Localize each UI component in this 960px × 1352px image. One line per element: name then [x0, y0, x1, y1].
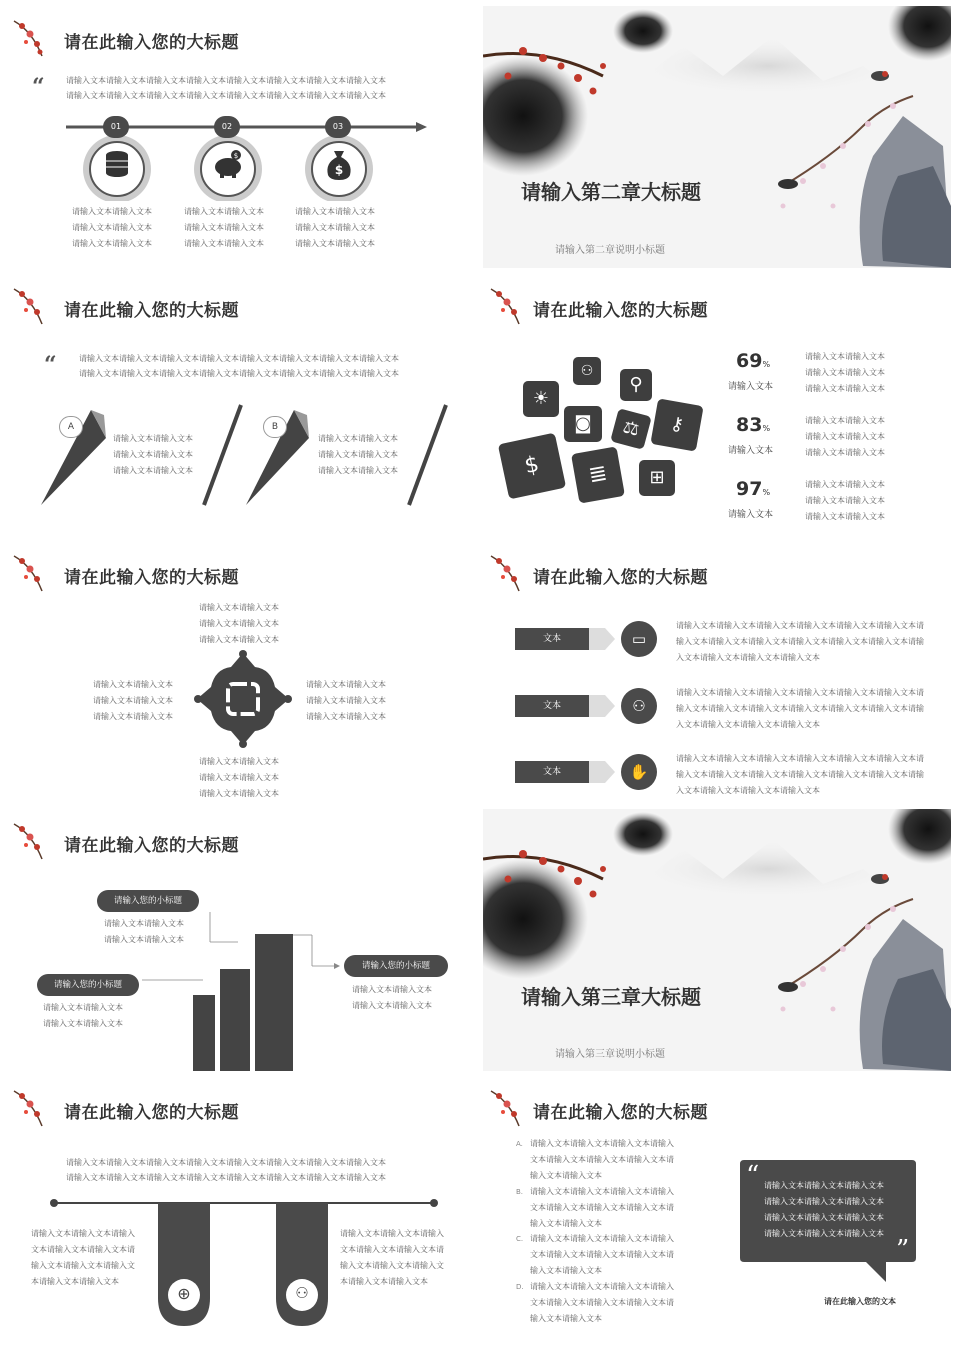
- ink-landscape-image: [483, 809, 951, 1071]
- intro-paragraph: 请输入文本请输入文本请输入文本请输入文本请输入文本请输入文本请输入文本请输入文本 请输入文本请输入文本请输入文本请输入文本请输入文本请输入文本请输入文本请输入文本: [66, 76, 386, 100]
- plum-blossom-icon: [489, 1086, 539, 1131]
- users-icon: ⚇: [295, 1284, 309, 1302]
- slide-2-chapter-cover[interactable]: [483, 6, 951, 268]
- stat-3-label: 请输入文本: [728, 510, 774, 520]
- label-b-badge: B: [263, 416, 287, 438]
- slide-title: 请在此输入您的大标题: [64, 568, 239, 588]
- bottom-text: 请输入文本请输入文本 请输入文本请输入文本 请输入文本请输入文本: [199, 757, 279, 798]
- plum-blossom-icon: [12, 16, 62, 61]
- row-2-text: 请输入文本请输入文本请输入文本请输入文本请输入文本请输入文本请 输入文本请输入文本请输入文本请输入文本请输入文本请输入文本请输 入文本请输入文本请输入文本请输入文本: [676, 688, 924, 729]
- slide-8-chapter-cover[interactable]: [483, 809, 951, 1071]
- monitor-icon: ▭: [621, 621, 657, 657]
- item-d-mark: D.: [516, 1283, 524, 1291]
- slide-title: 请在此输入您的大标题: [533, 568, 708, 588]
- slide-9[interactable]: [6, 1076, 474, 1338]
- key-icon: ⚷: [650, 398, 703, 451]
- money-bag-icon: $: [498, 433, 566, 500]
- sun-icon: ☀: [523, 381, 559, 417]
- hand-box-icon: ✋: [621, 754, 657, 790]
- pill-1-text: 请输入文本请输入文本 请输入文本请输入文本: [104, 919, 184, 944]
- stat-3-value: 97%: [736, 478, 771, 500]
- left-text: 请输入文本请输入文本请输入 文本请输入文本请输入文本请 输入文本请输入文本请输入文 本请输入文本请输入文本: [31, 1229, 135, 1286]
- plum-blossom-icon: [489, 284, 539, 329]
- item-a-text: 请输入文本请输入文本请输入文本请输入 文本请输入文本请输入文本请输入文本请 输入文本请输入文本: [530, 1139, 674, 1180]
- plum-blossom-icon: [489, 551, 539, 596]
- svg-text:$: $: [233, 152, 239, 160]
- slide-title: 请在此输入您的大标题: [533, 301, 708, 321]
- chapter-subtitle: 请输入第二章说明小标题: [555, 245, 665, 256]
- bar-3: [255, 934, 293, 1071]
- slide-5[interactable]: [6, 541, 474, 803]
- slide-title: 请在此输入您的大标题: [533, 1103, 708, 1123]
- subtitle-pill-1: 请输入您的小标题: [97, 890, 199, 912]
- bar-1: [193, 995, 215, 1071]
- intro-paragraph: 请输入文本请输入文本请输入文本请输入文本请输入文本请输入文本请输入文本请输入文本 请输入文本请输入文本请输入文本请输入文本请输入文本请输入文本请输入文本请输入文本: [66, 1158, 386, 1182]
- slide-title: 请在此输入您的大标题: [64, 33, 239, 53]
- step-2-number: 02: [214, 116, 240, 138]
- item-a-mark: A.: [516, 1140, 523, 1148]
- item-b-mark: B.: [516, 1188, 524, 1196]
- svg-text:”: ”: [896, 1235, 910, 1265]
- item-c-mark: C.: [516, 1235, 524, 1243]
- row-1-label: 文本: [515, 628, 589, 650]
- piggy-bank-icon: [212, 149, 246, 179]
- plum-blossom-icon: [12, 551, 62, 596]
- hanging-tabs-graphic: [6, 1076, 474, 1338]
- people-icon: ⚇: [621, 688, 657, 724]
- row-1-text: 请输入文本请输入文本请输入文本请输入文本请输入文本请输入文本请 输入文本请输入文本请输入文本请输入文本请输入文本请输入文本请输 入文本请输入文本请输入文本请输入文本: [676, 621, 924, 662]
- camera-icon: ◙: [564, 406, 602, 442]
- stat-1-text: 请输入文本请输入文本 请输入文本请输入文本 请输入文本请输入文本: [805, 352, 885, 393]
- slide-4[interactable]: [483, 274, 951, 536]
- step-3-text: 请输入文本请输入文本 请输入文本请输入文本 请输入文本请输入文本: [295, 207, 375, 248]
- a-text: 请输入文本请输入文本 请输入文本请输入文本 请输入文本请输入文本: [113, 434, 193, 475]
- chapter-title: 请输入第二章大标题: [521, 180, 701, 204]
- subtitle-pill-3: 请输入您的小标题: [344, 955, 448, 977]
- left-text: 请输入文本请输入文本 请输入文本请输入文本 请输入文本请输入文本: [93, 680, 173, 721]
- arrow-1-icon: [589, 628, 615, 650]
- stat-1-label: 请输入文本: [728, 382, 774, 392]
- slide-1[interactable]: [6, 6, 474, 268]
- step-1-text: 请输入文本请输入文本 请输入文本请输入文本 请输入文本请输入文本: [72, 207, 152, 248]
- stat-2-text: 请输入文本请输入文本 请输入文本请输入文本 请输入文本请输入文本: [805, 416, 885, 457]
- item-c-text: 请输入文本请输入文本请输入文本请输入 文本请输入文本请输入文本请输入文本请 输入文本请输入文本: [530, 1234, 674, 1275]
- people-box-icon: ⚇: [573, 357, 601, 385]
- intro-paragraph: 请输入文本请输入文本请输入文本请输入文本请输入文本请输入文本请输入文本请输入文本 请输入文本请输入文本请输入文本请输入文本请输入文本请输入文本请输入文本请输入文本: [79, 354, 399, 378]
- row-2-label: 文本: [515, 695, 589, 717]
- row-3-label: 文本: [515, 761, 589, 783]
- recycle-emblem-icon: [193, 649, 293, 749]
- document-icon: ≣: [571, 446, 625, 503]
- subtitle-pill-2: 请输入您的小标题: [37, 974, 139, 996]
- stat-2-value: 83%: [736, 414, 771, 436]
- magnifier-icon: ⚲: [620, 369, 652, 401]
- bar-2: [220, 969, 250, 1071]
- globe-icon: ⊕: [177, 1284, 191, 1303]
- money-bag-icon: [324, 147, 354, 181]
- b-text: 请输入文本请输入文本 请输入文本请输入文本 请输入文本请输入文本: [318, 434, 398, 475]
- stat-2-label: 请输入文本: [728, 446, 774, 456]
- slide-title: 请在此输入您的大标题: [64, 1103, 239, 1123]
- arrow-3-icon: [589, 761, 615, 783]
- item-b-text: 请输入文本请输入文本请输入文本请输入 文本请输入文本请输入文本请输入文本请 输入文本请输入文本: [530, 1187, 674, 1228]
- step-3-number: 03: [325, 116, 351, 138]
- plum-blossom-icon: [12, 284, 62, 329]
- gift-icon: ⊞: [639, 460, 675, 496]
- pill-3-text: 请输入文本请输入文本 请输入文本请输入文本: [352, 985, 432, 1010]
- right-text: 请输入文本请输入文本请输入 文本请输入文本请输入文本请 输入文本请输入文本请输入文 本请输入文本请输入文本: [340, 1229, 444, 1286]
- step-2-text: 请输入文本请输入文本 请输入文本请输入文本 请输入文本请输入文本: [184, 207, 264, 248]
- slide-3[interactable]: [6, 274, 474, 536]
- quote-mark: “: [32, 74, 45, 100]
- slide-title: 请在此输入您的大标题: [64, 301, 239, 321]
- top-text: 请输入文本请输入文本 请输入文本请输入文本 请输入文本请输入文本: [199, 603, 279, 644]
- item-d-text: 请输入文本请输入文本请输入文本请输入 文本请输入文本请输入文本请输入文本请 输入文本请输入文本: [530, 1282, 674, 1323]
- bubble-text: 请输入文本请输入文本请输入文本 请输入文本请输入文本请输入文本 请输入文本请输入文本请输入文本 请输入文本请输入文本请输入文本: [764, 1181, 884, 1238]
- coins-icon: [102, 149, 132, 179]
- svg-text:“: “: [746, 1161, 760, 1191]
- bubble-caption: 请在此输入您的文本: [824, 1297, 896, 1306]
- arrow-2-icon: [589, 695, 615, 717]
- stat-1-value: 69%: [736, 350, 771, 372]
- pill-2-text: 请输入文本请输入文本 请输入文本请输入文本: [43, 1003, 123, 1028]
- right-text: 请输入文本请输入文本 请输入文本请输入文本 请输入文本请输入文本: [306, 680, 386, 721]
- stat-3-text: 请输入文本请输入文本 请输入文本请输入文本 请输入文本请输入文本: [805, 480, 885, 521]
- chapter-subtitle: 请输入第三章说明小标题: [555, 1049, 665, 1060]
- svg-text:$: $: [334, 163, 344, 177]
- slide-title: 请在此输入您的大标题: [64, 836, 239, 856]
- chapter-title: 请输入第三章大标题: [521, 985, 701, 1009]
- slide-10[interactable]: [483, 1076, 951, 1338]
- quote-mark: “: [44, 352, 57, 378]
- label-a-badge: A: [59, 416, 83, 438]
- row-3-text: 请输入文本请输入文本请输入文本请输入文本请输入文本请输入文本请 输入文本请输入文本请输入文本请输入文本请输入文本请输入文本请输 入文本请输入文本请输入文本请输入文本: [676, 754, 924, 795]
- scales-icon: ⚖: [610, 408, 652, 450]
- slide-7[interactable]: [6, 809, 474, 1071]
- slide-6[interactable]: [483, 541, 951, 803]
- ink-landscape-image: [483, 6, 951, 268]
- step-1-number: 01: [103, 116, 129, 138]
